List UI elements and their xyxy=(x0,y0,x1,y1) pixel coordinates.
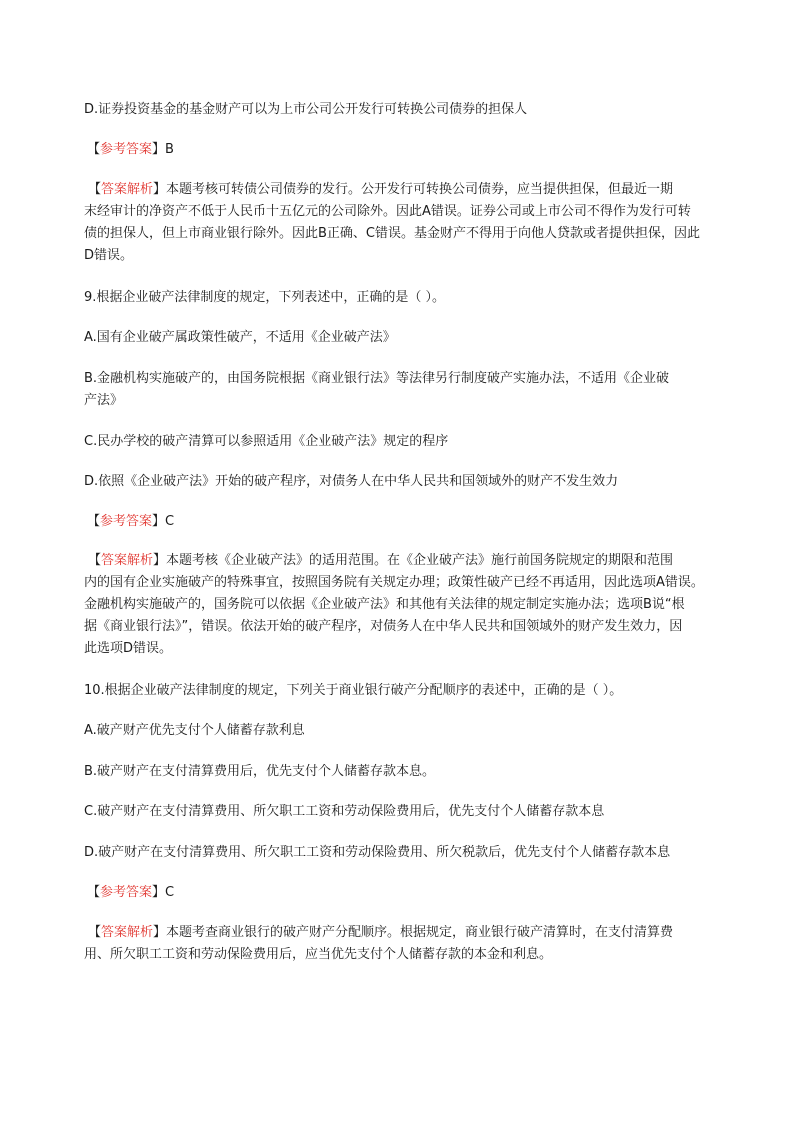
q10-option-d: D.破产财产在支付清算费用、所欠职工工资和劳动保险费用、所欠税款后，优先支付个人储蓄存款本息 xyxy=(84,845,671,860)
q9-analysis-line-2: 内的国有企业实施破产的特殊事宜，按照国务院有关规定办理；政策性破产已经不再适用，因此选项A错误。 xyxy=(84,575,704,590)
q8-analysis-label: 答案解析 xyxy=(101,182,154,197)
q9-answer: 【参考答案】C xyxy=(87,514,175,529)
q10-analysis-line-1: 本题考查商业银行的破产财产分配顺序。根据规定，商业银行破产清算时，在支付清算费 xyxy=(166,925,674,940)
q8-analysis-line-2: 末经审计的净资产不低于人民币十五亿元的公司除外。因此A错误。证券公司或上市公司不得作为发行可转 xyxy=(84,204,691,219)
q10-answer-label: 参考答案 xyxy=(100,885,153,900)
q8-analysis-close: 】 xyxy=(153,182,167,197)
q9-analysis-line-4: 据《商业银行法》”，错误。依法开始的破产程序，对债务人在中华人民共和国领域外的财产发生效力，因 xyxy=(84,619,683,634)
q8-answer-open: 【 xyxy=(87,142,101,157)
q9-option-a: A.国有企业破产属政策性破产，不适用《企业破产法》 xyxy=(84,330,396,345)
q9-option-b-line-1: B.金融机构实施破产的，由国务院根据《商业银行法》等法律另行制度破产实施办法，不适用《企业破 xyxy=(84,371,670,386)
q9-option-b-line-2: 产法》 xyxy=(84,393,124,408)
q8-analysis-open: 【 xyxy=(88,182,102,197)
q8-option-d: D.证券投资基金的基金财产可以为上市公司公开发行可转换公司债券的担保人 xyxy=(84,102,528,117)
q10-analysis-label: 答案解析 xyxy=(101,925,154,940)
q8-answer-value: B xyxy=(165,142,174,157)
q8-answer-label: 参考答案 xyxy=(100,142,153,157)
q9-analysis-line-1: 本题考核《企业破产法》的适用范围。在《企业破产法》施行前国务院规定的期限和范围 xyxy=(166,553,674,568)
q10-analysis-line-2: 用、所欠职工工资和劳动保险费用后，应当优先支付个人储蓄存款的本金和利息。 xyxy=(84,947,553,962)
q8-analysis xyxy=(84,179,724,267)
q10-option-a: A.破产财产优先支付个人储蓄存款利息 xyxy=(84,723,305,738)
q8-answer xyxy=(87,139,727,161)
q9-answer-value: C xyxy=(165,514,175,529)
q9-analysis-line-3: 金融机构实施破产的，国务院可以依据《企业破产法》和其他有关法律的规定制定实施办法；选项B说“根 xyxy=(84,597,685,612)
q9-option-b xyxy=(84,368,724,412)
q10-option-c: C.破产财产在支付清算费用、所欠职工工资和劳动保险费用后，优先支付个人储蓄存款本息 xyxy=(84,804,605,819)
q8-analysis-line-4: D错误。 xyxy=(84,248,134,263)
q10-analysis: 【答案解析】本题考查商业银行的破产财产分配顺序。根据规定，商业银行破产清算时，在支付清算费 用、所欠职工工资和劳动保险费用后，应当优先支付个人储蓄存款的本金和利息。 xyxy=(84,922,724,966)
q9-analysis-label: 答案解析 xyxy=(101,553,154,568)
q8-answer-close: 】 xyxy=(152,142,166,157)
q9-analysis: 【答案解析】本题考核《企业破产法》的适用范围。在《企业破产法》施行前国务院规定的期限和范围 内的国有企业实施破产的特殊事宜，按照国务院有关规定办理；政策性破产已经不再适用，因此选项A错误。 金融机构实施破产的，国务院可以依据《企业破产法》和其他有关法律的规定制定实施办法；选项B说“根 据《商业银行法》”，错误。依法开始的破产程序，对债务人在中华人民共和国领域外的财产发生效力，因 此选项D错误。 xyxy=(84,550,724,660)
q10-answer: 【参考答案】C xyxy=(87,885,175,900)
q8-analysis-line-1: 本题考核可转债公司债券的发行。公开发行可转换公司债券，应当提供担保，但最近一期 xyxy=(166,182,674,197)
q10-answer-value: C xyxy=(165,885,175,900)
q9-option-d: D.依照《企业破产法》开始的破产程序，对债务人在中华人民共和国领域外的财产不发生效力 xyxy=(84,474,619,489)
q9-option-c: C.民办学校的破产清算可以参照适用《企业破产法》规定的程序 xyxy=(84,434,449,449)
q9-analysis-line-5: 此选项D错误。 xyxy=(84,641,173,656)
q10-question: 10.根据企业破产法律制度的规定，下列关于商业银行破产分配顺序的表述中，正确的是（ ）。 xyxy=(84,683,623,698)
q9-question: 9.根据企业破产法律制度的规定，下列表述中，正确的是（ ）。 xyxy=(84,290,446,305)
q8-analysis-line-3: 债的担保人，但上市商业银行除外。因此B正确、C错误。基金财产不得用于向他人贷款或者提供担保，因此 xyxy=(84,226,700,241)
q10-option-b: B.破产财产在支付清算费用后，优先支付个人储蓄存款本息。 xyxy=(84,764,436,779)
q9-answer-label: 参考答案 xyxy=(100,514,153,529)
